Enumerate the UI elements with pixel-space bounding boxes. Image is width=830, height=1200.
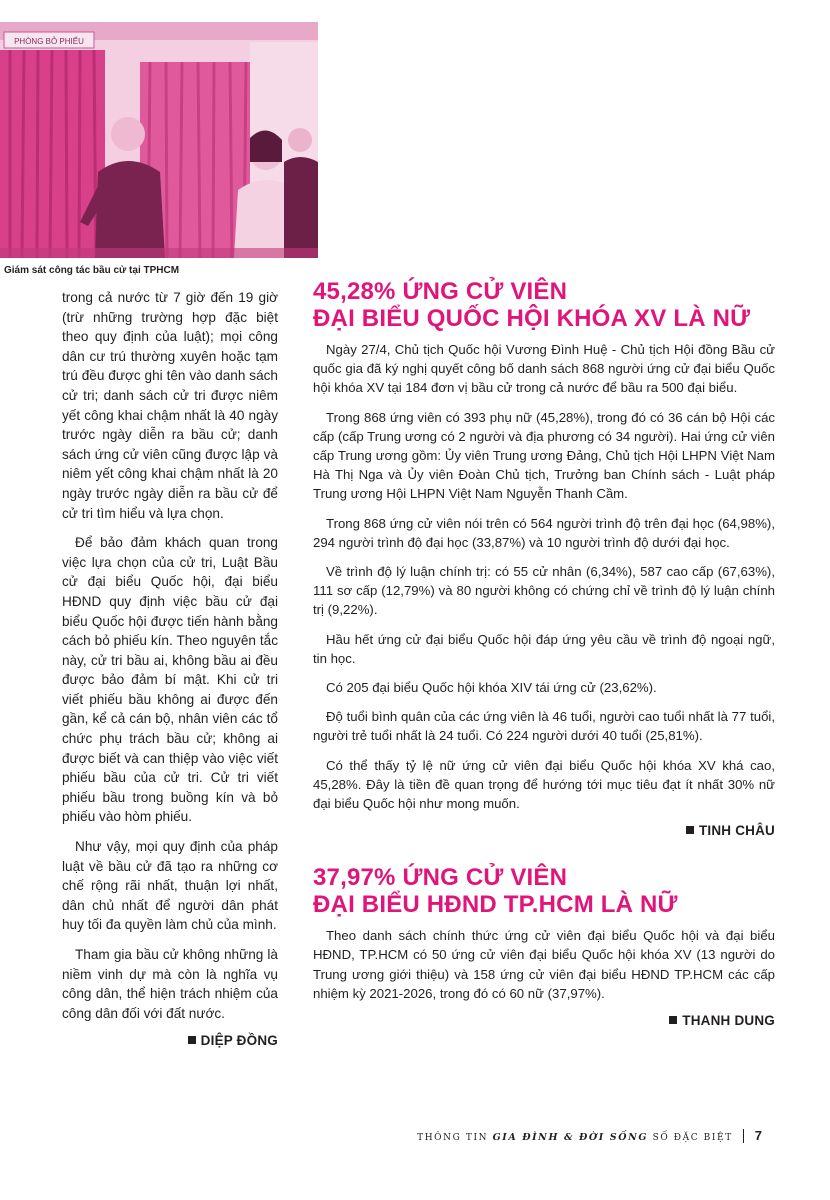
article1-byline: [313, 823, 775, 838]
left-byline-text: DIỆP ĐỒNG: [200, 1033, 278, 1049]
left-byline: [62, 1033, 278, 1048]
article2-headline: [313, 864, 775, 918]
sign-text: PHÒNG BỎ PHIẾU: [14, 37, 84, 46]
person-head: [111, 117, 145, 151]
article2-byline: [313, 1013, 775, 1028]
article1-paragraph-5: Hầu hết ứng cử đại biểu Quốc hội đáp ứng yêu cầu về trình độ ngoại ngữ, tin học.: [313, 631, 775, 666]
byline-square-icon: [188, 1036, 196, 1044]
footer-suffix: SỐ ĐẶC BIỆT: [652, 1133, 733, 1143]
footer-separator: [743, 1129, 744, 1143]
article1-title-line1: 45,28% ỨNG CỬ VIÊN: [313, 278, 568, 305]
article2-paragraph-1: Theo danh sách chính thức ứng cử viên đại biểu Quốc hội và đại biểu HĐND, TP.HCM có 50 ứng cử viên đại biểu Quốc hội khóa XV (13 người do Trung ương giới thiệu) và 158 ứng cử viên đại biểu HĐND TP.HCM các cấp nhiệm kỳ 2021-2026, trong đó có 60 nữ (37,97%).: [313, 928, 775, 1001]
photo-caption: Giám sát công tác bầu cử tại TPHCM: [4, 265, 180, 276]
page-number: 7: [754, 1128, 762, 1143]
left-paragraph-1: trong cả nước từ 7 giờ đến 19 giờ (trừ những trường hợp đặc biệt theo quy định của luật); mọi công dân cư trú thường xuyên hoặc tạm trú đều được ghi tên vào danh sách cử tri; danh sách cử tri được niêm yết công khai chậm nhất là 40 ngày trước ngày diễn ra bầu cử; danh sách ứng cử viên cũng được lập và niêm yết công khai chậm nhất là 20 ngày trước ngày diễn ra bầu cử để cử tri tìm hiểu và lựa chọn.: [62, 290, 278, 521]
article2-title-line1: 37,97% ỨNG CỬ VIÊN: [313, 864, 568, 892]
right-column: [313, 278, 775, 1028]
article1-headline: [313, 278, 775, 332]
article1-title-line2: ĐẠI BIỂU QUỐC HỘI KHÓA XV LÀ NỮ: [313, 305, 751, 332]
footer-prefix: THÔNG TIN: [417, 1133, 489, 1143]
article2-title-line2: ĐẠI BIỂU HĐND TP.HCM LÀ NỮ: [313, 891, 678, 919]
left-paragraph-4: Tham gia bầu cử không những là niềm vinh dự mà còn là nghĩa vụ công dân, thể hiện trách nhiệm của công dân đối với đất nước.: [62, 947, 278, 1021]
election-photo: [0, 22, 318, 258]
left-column: [62, 288, 278, 1048]
byline-square-icon: [669, 1016, 677, 1024]
page-footer: [417, 1128, 762, 1143]
article1-paragraph-7: Độ tuổi bình quân của các ứng viên là 46 tuổi, người cao tuổi nhất là 77 tuổi, người trẻ tuổi nhất là 24 tuổi. Có 224 người dưới 40 tuổi (25,81%).: [313, 709, 775, 744]
byline-square-icon: [686, 826, 694, 834]
left-paragraph-3: Như vậy, mọi quy định của pháp luật về bầu cử đã tạo ra những cơ chế rộng rãi nhất, thuận lợi nhất, dân chủ nhất để người dân phát huy tối đa quyền làm chủ của mình.: [62, 839, 278, 933]
photo-illustration: [0, 22, 318, 258]
footer-brand: GIA ĐÌNH & ĐỜI SỐNG: [492, 1132, 649, 1143]
article1-paragraph-3: Trong 868 ứng cử viên nói trên có 564 người trình độ trên đại học (64,98%), 294 người trình độ đại học (33,87%) và 10 người trình độ dưới đại học.: [313, 515, 775, 550]
article1-paragraph-4: Về trình độ lý luận chính trị: có 55 cử nhân (6,34%), 587 cao cấp (67,63%), 111 sơ cấp (12,79%) và 80 người không có chứng chỉ về trình độ lý luận chính trị (9,22%).: [313, 564, 775, 618]
article1-paragraph-2: Trong 868 ứng viên có 393 phụ nữ (45,28%), trong đó có 36 cán bộ Hội các cấp (cấp Trung ương có 2 người và địa phương có 34 người). Hai ứng cử viên cấp Trung ương gồm: Ủy viên Trung ương Đảng, Chủ tịch Hội LHPN Việt Nam Hà Thị Nga và Ủy viên Đoàn Chủ tịch, Trưởng ban Chính sách - Luật pháp Trung ương Hội LHPN Việt Nam Nguyễn Thanh Cầm.: [313, 409, 775, 502]
article1-paragraph-6: Có 205 đại biểu Quốc hội khóa XIV tái ứng cử (23,62%).: [326, 680, 657, 696]
article1-paragraph-8: Có thể thấy tỷ lệ nữ ứng cử viên đại biểu Quốc hội khóa XV khá cao, 45,28%. Đây là tiền đề quan trọng để hướng tới mục tiêu đạt ít nhất 30% nữ đại biểu Quốc hội như mong muốn.: [313, 757, 775, 812]
article2-byline-text: THANH DUNG: [682, 1013, 775, 1029]
article1-paragraph-1: Ngày 27/4, Chủ tịch Quốc hội Vương Đình Huệ - Chủ tịch Hội đồng Bầu cử quốc gia đã ký nghị quyết công bố danh sách 868 người ứng cử đại biểu Quốc hội khóa XV tại 184 đơn vị bầu cử trong cả nước để bầu ra 500 đại biểu.: [313, 342, 775, 396]
article1-byline-text: TINH CHÂU: [698, 823, 775, 839]
left-paragraph-2: Để bảo đảm khách quan trong việc lựa chọn của cử tri, Luật Bầu cử đại biểu Quốc hội, đại biểu HĐND quy định việc bầu cử đại biểu Quốc hội được tiến hành bằng cách bỏ phiếu kín. Theo nguyên tắc này, cử tri bầu ai, không bầu ai đều được bảo đảm bí mật. Khi cử tri viết phiếu bầu không ai được đến gần, kể cả cán bộ, nhân viên các tổ chức phụ trách bầu cử; không ai được biết và can thiệp vào việc viết phiếu bầu của cử tri. Cử tri viết phiếu bầu trong buồng kín và bỏ phiếu vào hòm phiếu.: [62, 535, 278, 825]
